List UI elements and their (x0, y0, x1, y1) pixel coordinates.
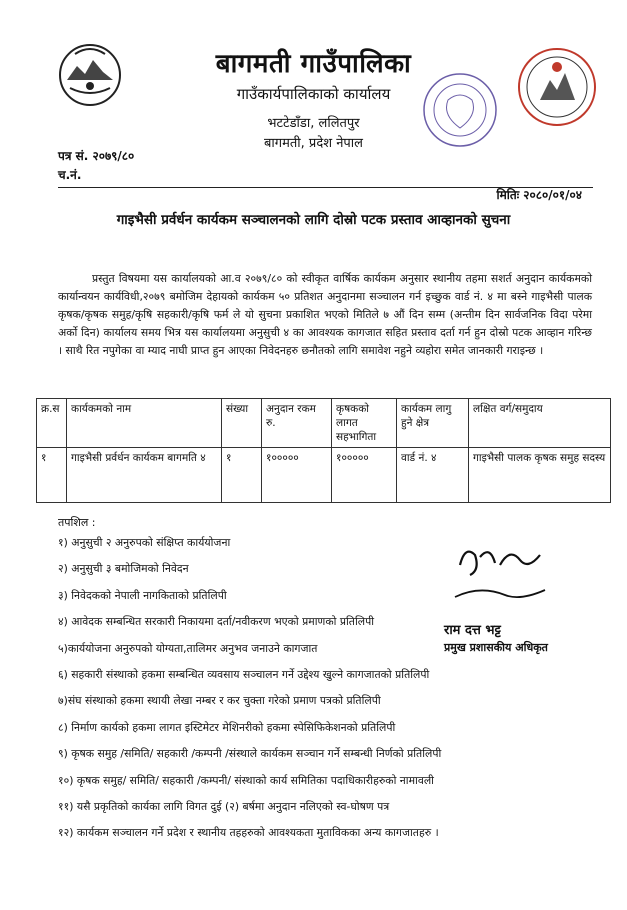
table-header-cell: कार्यकम लागु हुने क्षेत्र (397, 399, 469, 448)
letter-reference-number: पत्र सं. २०७९/८० (58, 149, 135, 163)
office-address: भटटेडाँडा, ललितपुर (267, 116, 360, 131)
table-cell: १ (37, 448, 67, 503)
list-item: २) अनुसुची ३ बमोजिमको निवेदन (58, 562, 189, 576)
table-cell: १००००० (262, 448, 332, 503)
table-header-cell: अनुदान रकम रु. (262, 399, 332, 448)
table-header-cell: संख्या (222, 399, 262, 448)
attachments-label: तपशिल : (58, 516, 96, 529)
list-item: १०) कृषक समुह/ समिति/ सहकारी /कम्पनी/ संस्थाको कार्य समितिका पदाधिकारीहरुको नामावली (58, 773, 434, 787)
table-cell: गाइभैसी प्रर्वर्धन कार्यकम बागमति ४ (67, 448, 222, 503)
table-cell: १ (222, 448, 262, 503)
signatory-name: राम दत्त भट्ट (444, 623, 501, 638)
municipality-title: बागमती गाउँपालिका (215, 49, 412, 79)
notice-body: प्रस्तुत विषयमा यस कार्यालयको आ.व २०७९/८० को स्वीकृत वार्षिक कार्यकम अनुसार स्थानीय तहमा सशर्त अनुदान कार्यकमको कार्यान्वयन कार्यविधी,२०७९ बमोजिम देहायको कार्यकम ५० प्रतिशत अनुदानमा सञ्चालन गर्न इच्छुक वार्ड नं. ४ मा बस्ने गाइभैसी पालक कृषक/कृषक समुह/कृषि सहकारी/कृषि फर्म ले यो सुचना प्रकाशित भएको मितिले ७ औं दिन सम्म (अन्तीम दिन सार्वजनिक विदा परेमा अर्को दिन) कार्यालय समय भित्र यस कार्यालयमा अनुसुची ४ का आवश्यक कागजात सहित प्रस्ताव दर्ता गर्न हुन दोस्रो पटक आव्हान गरिन्छ । साथै रित नपुगेका वा म्याद नाघी प्राप्त हुन आएका निवेदनहरु छनौतको लागि समावेश नहुने व्यहोरा समेत जानकारी गराइन्छ । (58, 272, 592, 357)
list-item: ५)कार्ययोजना अनुरुपको योग्यता,तालिमर अनुभव जनाउने कागजात (58, 641, 318, 655)
program-table (36, 398, 611, 503)
list-item: ६) सहकारी संस्थाको हकमा सम्बन्धित व्यवसाय सञ्चालन गर्ने उद्देश्य खुल्ने कागजातको प्रतिलिपी (58, 667, 430, 681)
list-item: ७)संघ संस्थाको हकमा स्थायी लेखा नम्बर र कर चुक्ता गरेको प्रमाण पत्रको प्रतिलिपी (58, 694, 381, 708)
office-name: गाउँकार्यपालिकाको कार्यालय (236, 85, 391, 103)
table-row (37, 448, 611, 503)
table-cell: वार्ड नं. ४ (397, 448, 469, 503)
table-header-row (37, 399, 611, 448)
handwritten-signature (450, 535, 560, 615)
list-item: १) अनुसुची २ अनुरुपको संक्षिप्त कार्ययोजना (58, 536, 231, 549)
table-header-cell: क्र.स (37, 399, 67, 448)
dispatch-number: च.नं. (58, 168, 82, 182)
notice-heading: गाइभैसी प्रर्वर्धन कार्यकम सञ्चालनको लागि दोस्रो पटक प्रस्ताव आव्हानको सुचना (116, 212, 511, 228)
list-item: ३) निवेदकको नेपाली नागकिताको प्रतिलिपी (58, 588, 227, 602)
table-header-cell: कृषकको लागत सहभागिता (332, 399, 397, 448)
list-item: ८) निर्माण कार्यको हकमा लागत इस्टिमेटर मेशिनरीको हकमा स्पेसिफिकेशनको प्रतिलिपी (58, 720, 396, 734)
table-header-cell: कार्यकमको नाम (67, 399, 222, 448)
letter-date: मितिः २०८०/०१/०४ (496, 188, 582, 202)
office-province: बागमती, प्रदेश नेपाल (264, 136, 363, 151)
table-cell: गाइभैसी पालक कृषक समुह सदस्य (469, 448, 611, 503)
list-item: ११) यसै प्रकृतिको कार्यका लागि विगत दुई (२) बर्षमा अनुदान नलिएको स्व-घोषण पत्र (58, 799, 390, 813)
table-cell: १००००० (332, 448, 397, 503)
list-item: १२) कार्यकम सञ्चालन गर्ने प्रदेश र स्थानीय तहहरुको आवश्यकता मुताविकका अन्य कागजातहरु । (58, 826, 439, 840)
list-item: ९) कृषक समुह /समिति/ सहकारी /कम्पनी /संस्थाले कार्यकम सञ्चान गर्ने सम्बन्धी निर्णको प्रतिलिपी (58, 747, 442, 761)
list-item: ४) आवेदक सम्बन्धित सरकारी निकायमा दर्ता/नवीकरण भएको प्रमाणको प्रतिलिपी (58, 615, 375, 629)
table-header-cell: लक्षित वर्ग/समुदाय (469, 399, 611, 448)
signatory-designation: प्रमुख प्रशासकीय अधिकृत (444, 641, 548, 654)
